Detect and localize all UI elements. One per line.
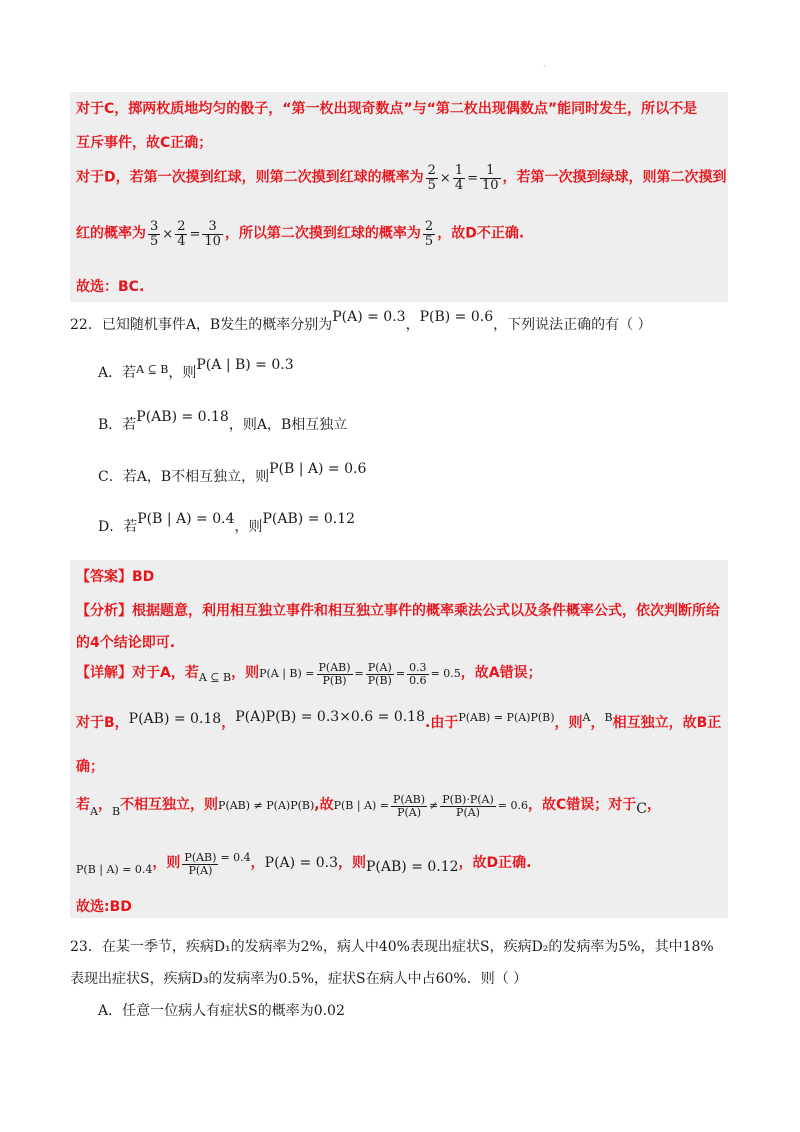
- detail-line-d: $_{P(B | A) = 0.4}$，则 $\frac{P(AB)}{P(A)}$ = 0.4，P(A) = 0.3，则P(AB) = 0.12，故D正确.: [76, 851, 532, 877]
- detail-line-b2: 确；: [76, 759, 104, 775]
- solution-block-1: [70, 92, 728, 302]
- question-23-line: 表现出症状S，疾病D₃的发病率为0.5%，症状S在病人中占60%．则（ ）: [70, 971, 528, 987]
- question-23-option-a: A．任意一位病人有症状S的概率为0.02: [98, 1003, 345, 1019]
- analysis-line: 的4个结论即可.: [76, 635, 176, 651]
- solution-block-2: [70, 560, 728, 918]
- analysis-line: 【分析】根据题意，利用相互独立事件和相互独立事件的概率乘法公式以及条件概率公式，依次判断所给: [76, 603, 720, 619]
- detail-line-b: 对于B，P(AB) = 0.18，P(A)P(B) = 0.3×0.6 = 0.18.由于$^{P(AB) = P(A)P(B)}$，则$^A$，$^B$相互独立，故B正: [76, 709, 722, 731]
- solution-line: 互斥事件，故C正确；: [76, 135, 213, 151]
- page-marker: ·: [543, 62, 546, 71]
- final-answer: 故选：BC.: [76, 279, 145, 295]
- fraction-product: $\frac{2}{5}$ × $\frac{1}{4}$ = $\frac{1}{10}$: [427, 163, 499, 193]
- solution-line: 对于C，掷两枚质地均匀的骰子，“第一枚出现奇数点”与“第二枚出现偶数点”能同时发生，所以不是: [76, 101, 698, 117]
- solution-line: 红的概率为 $\frac{3}{5}$ × $\frac{2}{4}$ = $\frac{3}{10}$ ，所以第二次摸到红球的概率为 $\frac{2}{5}$ ，故D不正确.: [76, 219, 525, 249]
- final-answer: 故选:BD: [76, 899, 132, 915]
- option-b: B．若P(AB) = 0.18，则A，B相互独立: [98, 409, 348, 433]
- fraction-product: $\frac{3}{5}$ × $\frac{2}{4}$ = $\frac{3}{10}$: [150, 219, 221, 249]
- question-22-stem: 22．已知随机事件A，B发生的概率分别为P(A) = 0.3，P(B) = 0.6，下列说法正确的有（ ）: [70, 309, 652, 333]
- detail-line-a: 【详解】对于A，若$_{A ⊆ B}$，则P(A | B) = $\frac{P(AB)}{P(B)}$ = $\frac{P(A)}{P(B)}$ = $\frac{0.3}{0.6}$ = 0.5，故A错误；: [76, 661, 542, 687]
- fraction: $\frac{2}{5}$: [424, 219, 434, 249]
- question-23-line: 23．在某一季节，疾病D₁的发病率为2%，病人中40%表现出症状S，疾病D₂的发病率为5%，其中18%: [70, 939, 714, 955]
- answer-line: 【答案】BD: [76, 569, 155, 585]
- option-d: D．若P(B | A) = 0.4，则P(AB) = 0.12: [98, 511, 356, 535]
- option-a: A．若$^{A ⊆ B}$，则P(A | B) = 0.3: [98, 357, 294, 381]
- solution-line: 对于D，若第一次摸到红球，则第二次摸到红球的概率为 $\frac{2}{5}$ × $\frac{1}{4}$ = $\frac{1}{10}$ ，若第一次摸到绿球，则第二次摸到: [76, 163, 727, 193]
- option-c: C．若A，B不相互独立，则P(B | A) = 0.6: [98, 461, 367, 485]
- detail-line-c: 若$_A$，$_B$不相互独立，则P(AB) ≠ P(A)P(B),故P(B | A) = $\frac{P(AB)}{P(A)}$ ≠ $\frac{P(B)\cdot P(A)}{P(A)}$ = 0.6，故C错误；对于C，: [76, 793, 661, 819]
